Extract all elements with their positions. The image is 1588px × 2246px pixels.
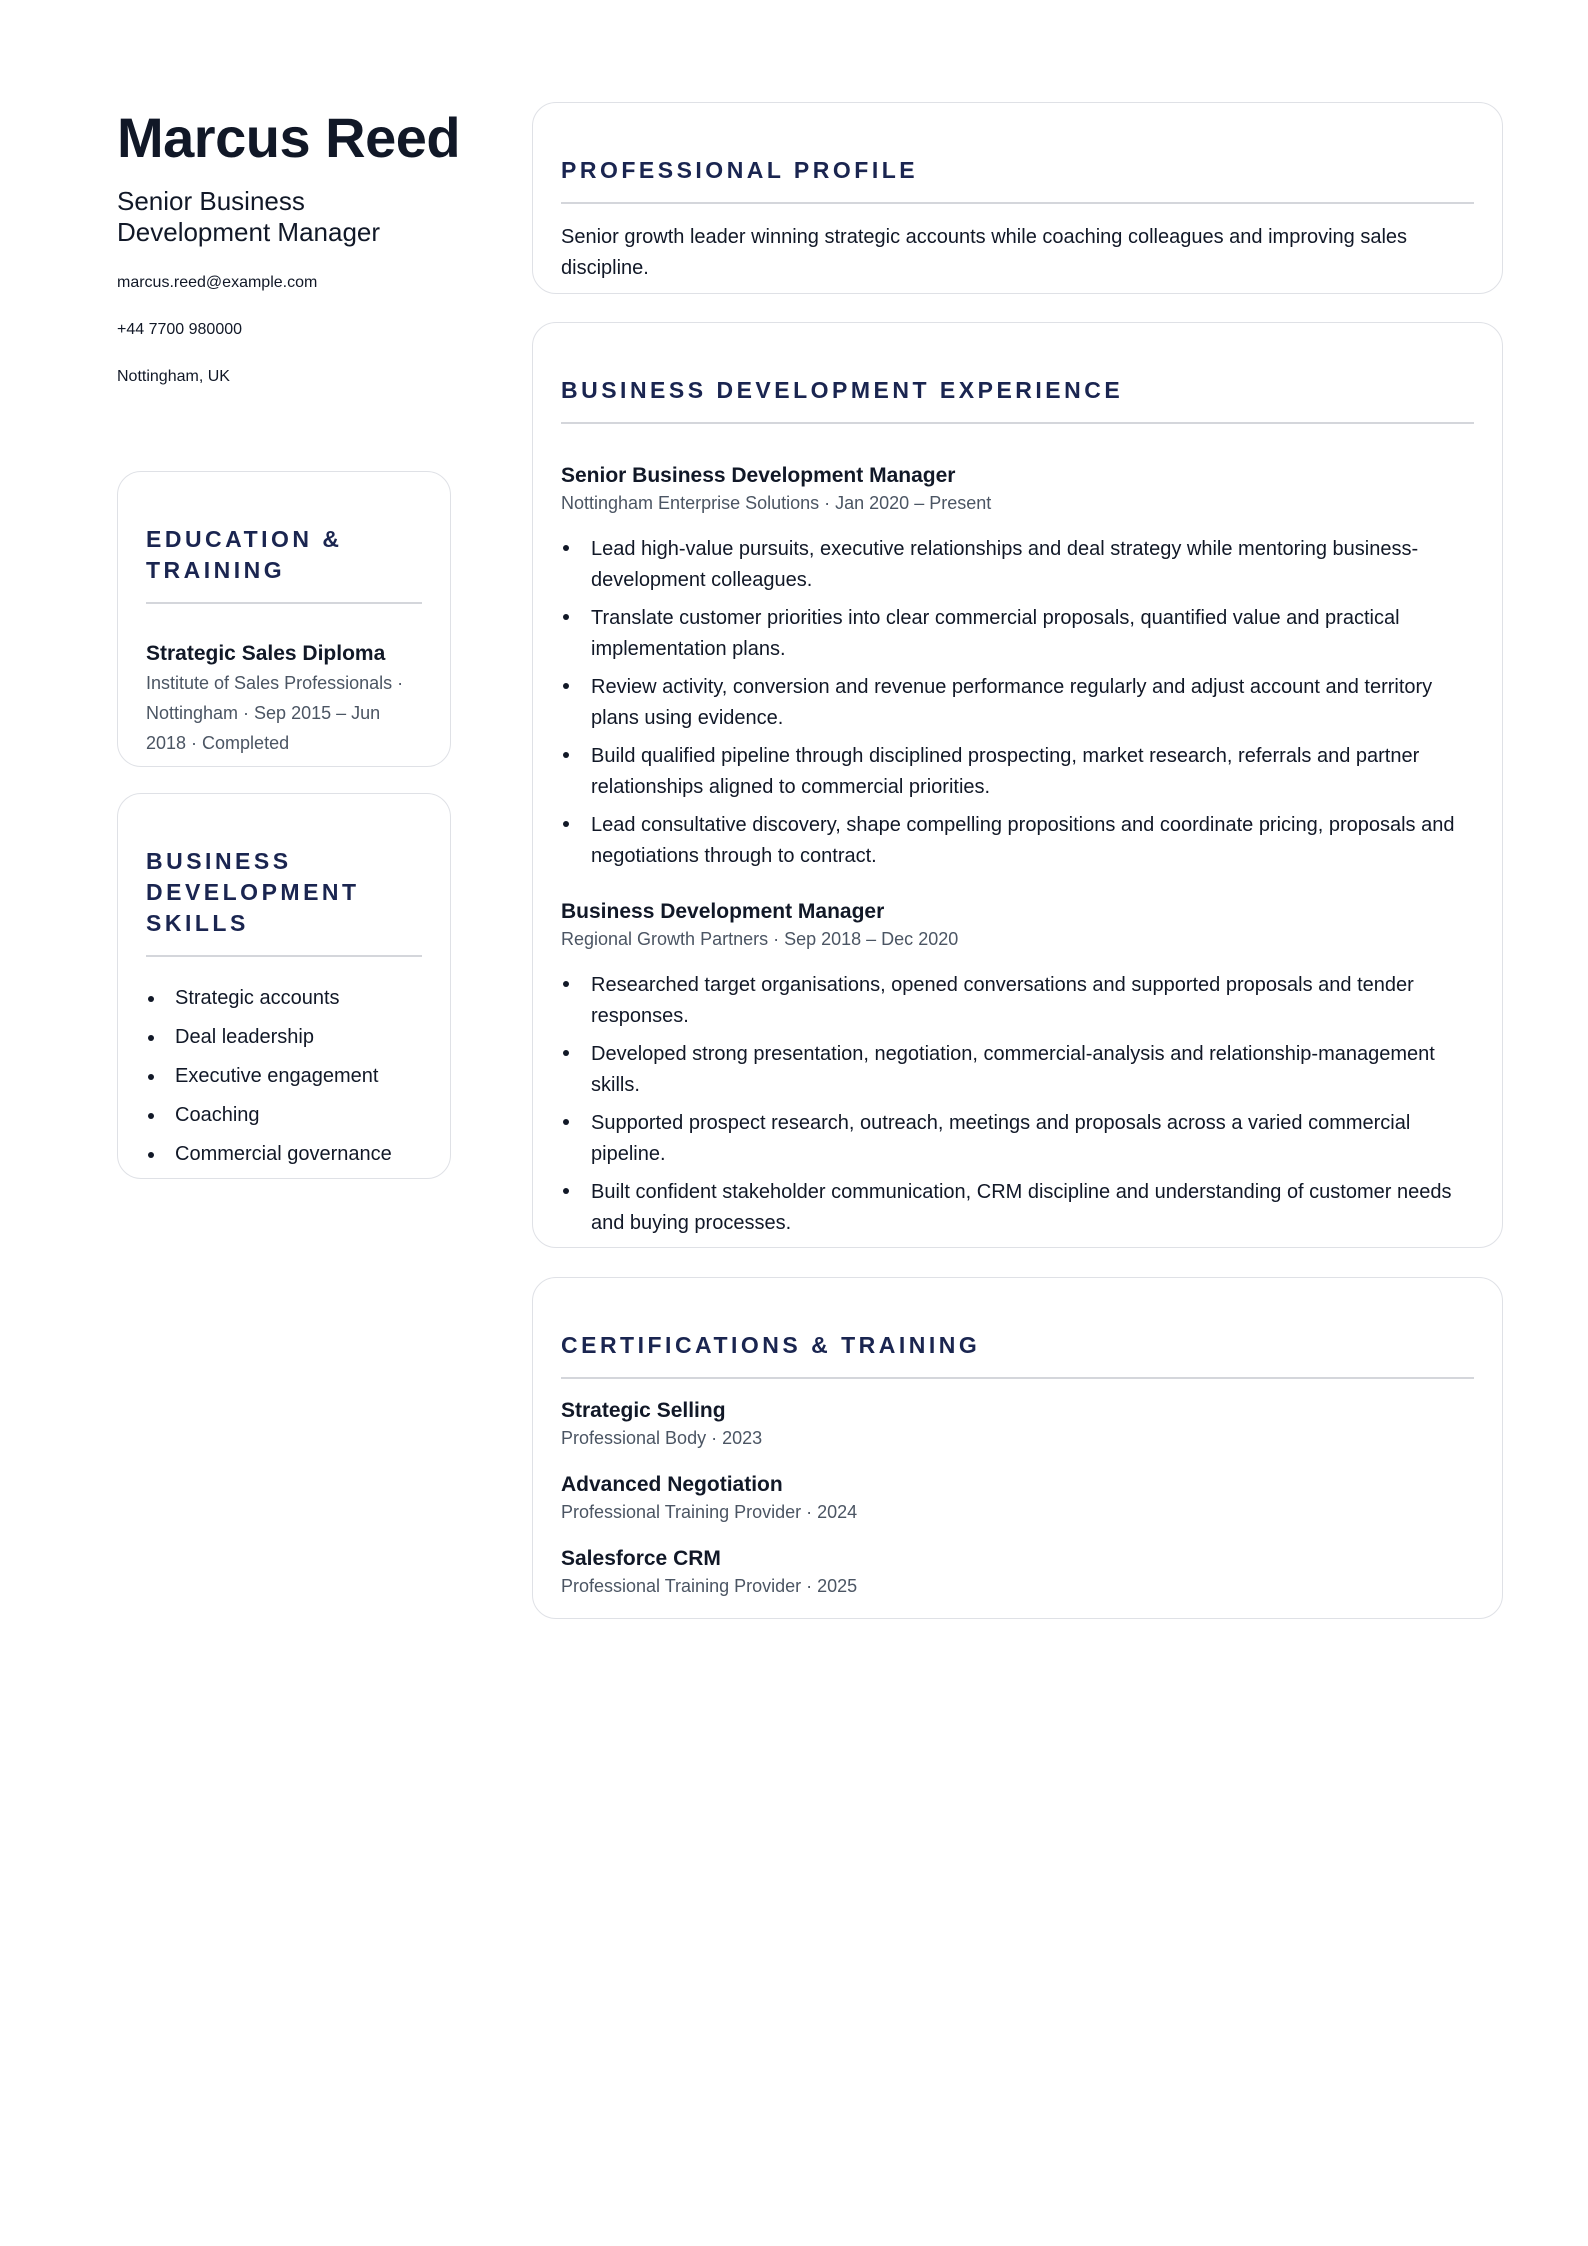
job-bullet: Review activity, conversion and revenue performance regularly and adjust account and territory plans using evidence.: [561, 672, 1474, 734]
skills-title: BUSINESS DEVELOPMENT SKILLS: [146, 848, 360, 936]
certification-item: [561, 1471, 1474, 1525]
certification-meta: Professional Body · 2023: [561, 1428, 763, 1448]
education-item: [146, 640, 422, 758]
certifications-card: [532, 1277, 1503, 1619]
certification-item: [561, 1545, 1474, 1599]
certification-name: Advanced Negotiation: [561, 1473, 783, 1496]
skill-item: Deal leadership: [146, 1024, 422, 1050]
job-bullet: Supported prospect research, outreach, meetings and proposals across a varied commercial pipeline.: [561, 1108, 1474, 1170]
job-bullet: Build qualified pipeline through disciplined prospecting, market research, referrals and partner relationships aligned to commercial priorities.: [561, 741, 1474, 803]
skill-item: Commercial governance: [146, 1141, 422, 1167]
job-bullet: Translate customer priorities into clear commercial proposals, quantified value and practical implementation plans.: [561, 603, 1474, 665]
job-bullets: [561, 970, 1474, 1239]
job-bullet: Developed strong presentation, negotiation, commercial-analysis and relationship-management skills.: [561, 1039, 1474, 1101]
candidate-name: Marcus Reed: [117, 106, 461, 169]
experience-card: [532, 322, 1503, 1248]
job-bullets: [561, 534, 1474, 872]
profile-summary: Senior growth leader winning strategic accounts while coaching colleagues and improving sales discipline.: [561, 226, 1408, 279]
education-title: EDUCATION & TRAINING: [146, 526, 343, 583]
contact-phone: +44 7700 980000: [117, 321, 243, 338]
certification-item: [561, 1397, 1474, 1451]
education-item-meta: Institute of Sales Professionals · Nottingham · Sep 2015 – Jun 2018 · Completed: [146, 673, 404, 753]
certification-name: Strategic Selling: [561, 1399, 726, 1422]
job-meta: Regional Growth Partners · Sep 2018 – Dec 2020: [561, 929, 959, 949]
contact-details: [117, 272, 450, 388]
certification-name: Salesforce CRM: [561, 1547, 721, 1570]
experience-title: BUSINESS DEVELOPMENT EXPERIENCE: [561, 377, 1124, 403]
section-divider: [146, 602, 422, 604]
job-meta: Nottingham Enterprise Solutions · Jan 2020 – Present: [561, 493, 992, 513]
job-role: Business Development Manager: [561, 900, 885, 923]
skills-card: [117, 793, 451, 1179]
resume-header: [117, 100, 461, 413]
section-divider: [146, 955, 422, 957]
candidate-headline: Senior Business Development Manager: [117, 186, 381, 247]
job-bullet: Built confident stakeholder communication, CRM discipline and understanding of customer needs and buying processes.: [561, 1177, 1474, 1239]
education-item-name: Strategic Sales Diploma: [146, 642, 386, 665]
profile-title: PROFESSIONAL PROFILE: [561, 157, 919, 183]
section-divider: [561, 1377, 1474, 1379]
job-role: Senior Business Development Manager: [561, 464, 956, 487]
contact-location: Nottingham, UK: [117, 368, 230, 385]
skills-list: [146, 985, 422, 1167]
section-divider: [561, 202, 1474, 204]
section-divider: [561, 422, 1474, 424]
job-bullet: Lead high-value pursuits, executive relationships and deal strategy while mentoring business-development colleagues.: [561, 534, 1474, 596]
certification-meta: Professional Training Provider · 2025: [561, 1576, 858, 1596]
profile-card: [532, 102, 1503, 294]
job-bullet: Lead consultative discovery, shape compelling propositions and coordinate pricing, proposals and negotiations through to contract.: [561, 810, 1474, 872]
contact-email: marcus.reed@example.com: [117, 274, 318, 291]
skill-item: Executive engagement: [146, 1063, 422, 1089]
certification-meta: Professional Training Provider · 2024: [561, 1502, 858, 1522]
job-entry: [561, 898, 1474, 1239]
job-bullet: Researched target organisations, opened conversations and supported proposals and tender responses.: [561, 970, 1474, 1032]
skill-item: Strategic accounts: [146, 985, 422, 1011]
skill-item: Coaching: [146, 1102, 422, 1128]
education-card: [117, 471, 451, 767]
job-entry: [561, 462, 1474, 872]
certifications-title: CERTIFICATIONS & TRAINING: [561, 1332, 981, 1358]
